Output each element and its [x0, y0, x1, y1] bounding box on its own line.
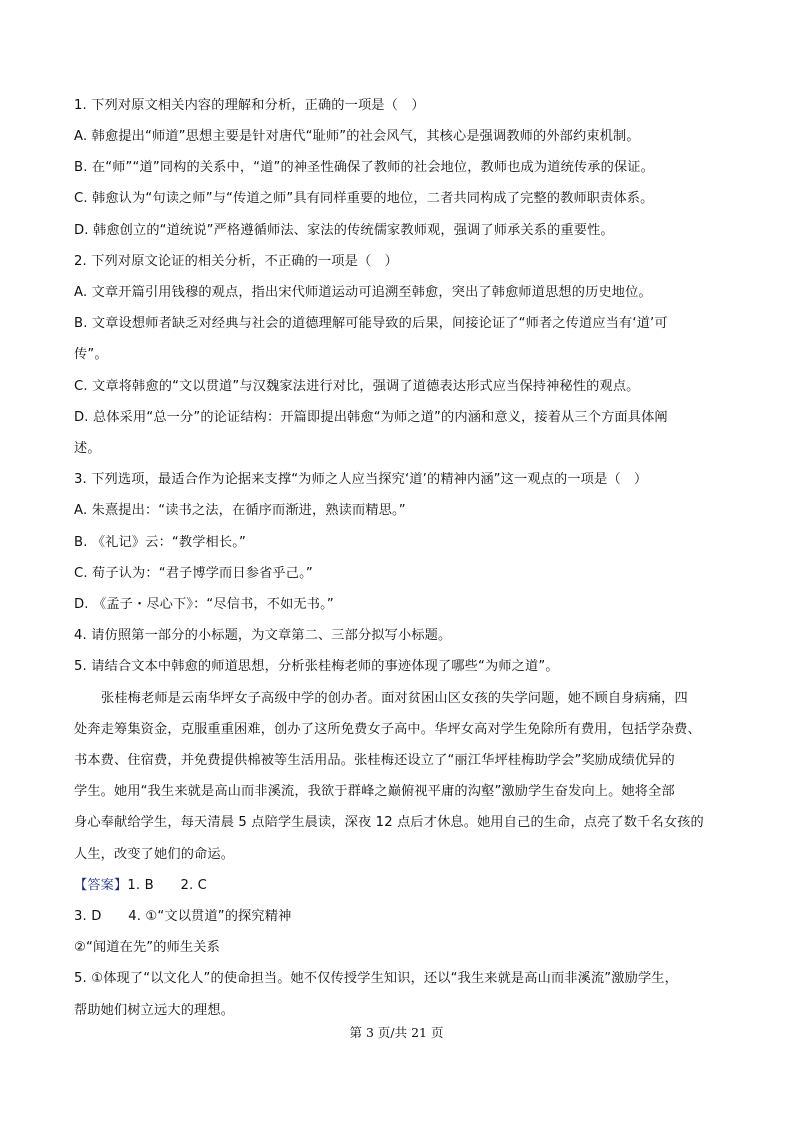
answer-line-1	[74, 877, 724, 895]
question-2-stem: 2. 下列对原文论证的相关分析，不正确的一项是（ ）	[74, 254, 398, 269]
question-2-option-a: A. 文章开篇引用钱穆的观点，指出宋代师道运动可追溯至韩愈，突出了韩愈师道思想的历史地位。	[74, 285, 652, 300]
answer-line-2: 3. D 4. ①“文以贯道”的探究精神	[74, 909, 292, 924]
question-3-option-d: D. 《孟子・尽心下》：“尽信书，不如无书。”	[74, 597, 334, 612]
question-3-option-b: B. 《礼记》云：“教学相长。”	[74, 535, 246, 550]
answer-line-5: 帮助她们树立远大的理想。	[74, 1003, 235, 1018]
page-number: 第 3 页/共 21 页	[349, 1025, 444, 1040]
question-2-option-c: C. 文章将韩愈的“文以贯道”与汉魏家法进行对比，强调了道德表达形式应当保持神秘性的观点。	[74, 379, 640, 394]
answer-values: 1. B 2. C	[127, 878, 208, 893]
question-3-option-c: C. 荀子认为：“君子博学而日参省乎己。”	[74, 566, 313, 581]
material-paragraph-line: 书本费、住宿费，并免费提供棉被等生活用品。张桂梅还设立了“丽江华坪桂梅助学会”奖励成绩优异的	[74, 753, 675, 768]
question-4: 4. 请仿照第一部分的小标题，为文章第二、三部分拟写小标题。	[74, 628, 452, 643]
question-2-option-b-line1: B. 文章设想师者缺乏对经典与社会的道德理解可能导致的后果，间接论证了“师者之传道应当有‘道’可	[74, 316, 668, 331]
answer-line-4: 5. ①体现了“以文化人”的使命担当。她不仅传授学生知识，还以“我生来就是高山而非溪流”激励学生，	[74, 971, 678, 986]
question-5: 5. 请结合文本中韩愈的师道思想，分析张桂梅老师的事迹体现了哪些“为师之道”。	[74, 659, 559, 674]
material-paragraph-line: 处奔走筹集资金，克服重重困难，创办了这所免费女子高中。华坪女高对学生免除所有费用，包括学杂费、	[74, 722, 701, 737]
question-2-option-d-line2: 述。	[74, 441, 101, 456]
question-1-option-b: B. 在“师”“道”同构的关系中，“道”的神圣性确保了教师的社会地位，教师也成为道统传承的保证。	[74, 160, 654, 175]
question-2-option-d-line1: D. 总体采用“总一分”的论证结构：开篇即提出韩愈“为师之道”的内涵和意义，接着从三个方面具体阐	[74, 410, 668, 425]
question-3-stem: 3. 下列选项，最适合作为论据来支撑“为师之人应当探究‘道’的精神内涵”这一观点的一项是（ ）	[74, 472, 648, 487]
material-paragraph-line: 学生。她用“我生来就是高山而非溪流，我欲于群峰之巅俯视平庸的沟壑”激励学生奋发向上。她将全部	[74, 784, 675, 799]
question-1-option-c: C. 韩愈认为“句读之师”与“传道之师”具有同样重要的地位，二者共同构成了完整的教师职责体系。	[74, 191, 654, 206]
question-2-option-b-line2: 传”。	[74, 347, 108, 362]
answer-line-3: ②“闻道在先”的师生关系	[74, 940, 220, 955]
material-paragraph-line: 身心奉献给学生，每天清晨 5 点陪学生晨读，深夜 12 点后才休息。她用自己的生命，点亮了数千名女孩的	[74, 815, 704, 830]
question-1-option-d: D. 韩愈创立的“道统说”严格遵循师法、家法的传统儒家教师观，强调了师承关系的重要性。	[74, 223, 614, 238]
material-paragraph-line: 张桂梅老师是云南华坪女子高级中学的创办者。面对贫困山区女孩的失学问题，她不顾自身病痛，四	[101, 691, 688, 706]
question-1-stem: 1. 下列对原文相关内容的理解和分析，正确的一项是（ ）	[74, 98, 425, 113]
answer-label: 【答案】	[74, 878, 128, 893]
question-3-option-a: A. 朱熹提出：“读书之法，在循序而渐进，熟读而精思。”	[74, 503, 406, 518]
material-paragraph-line: 人生，改变了她们的命运。	[74, 847, 235, 862]
question-1-option-a: A. 韩愈提出“师道”思想主要是针对唐代“耻师”的社会风气，其核心是强调教师的外部约束机制。	[74, 129, 640, 144]
